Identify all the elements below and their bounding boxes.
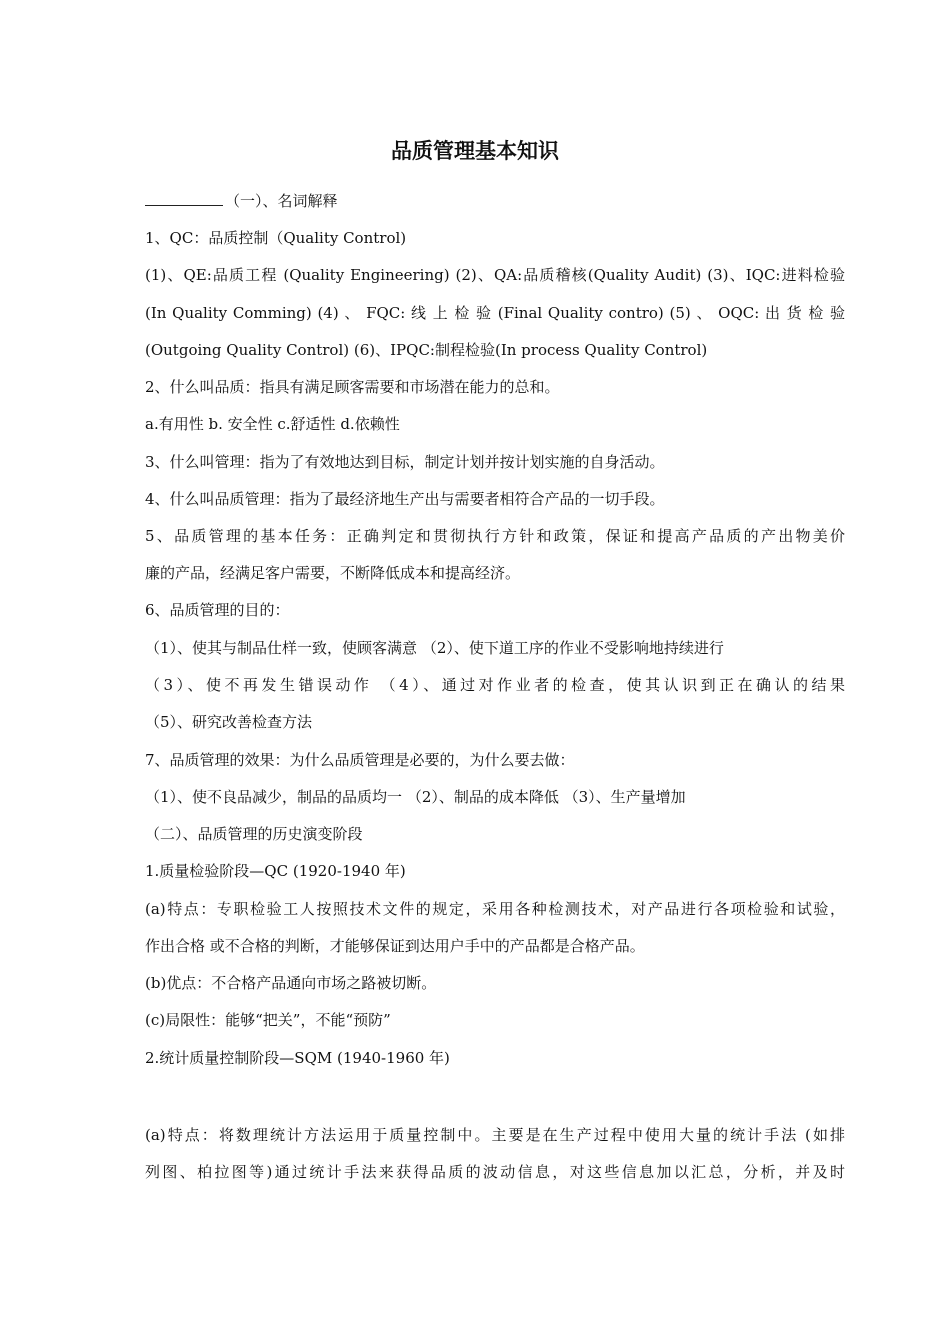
paragraph-line: 廉的产品，经满足客户需要，不断降低成本和提高经济。 bbox=[145, 564, 521, 582]
paragraph-line: 4、什么叫品质管理：指为了最经济地生产出与需要者相符合产品的一切手段。 bbox=[145, 490, 665, 508]
paragraph-line: （5）、研究改善检查方法 bbox=[145, 713, 313, 731]
paragraph-line: 7、品质管理的效果：为什么品质管理是必要的，为什么要去做： bbox=[145, 751, 575, 769]
paragraph-line: a.有用性 b. 安全性 c.舒适性 d.依赖性 bbox=[145, 415, 400, 433]
paragraph-line: 3、什么叫管理：指为了有效地达到目标，制定计划并按计划实施的自身活动。 bbox=[145, 453, 665, 471]
paragraph-line: (In Quality Comming) (4) 、 FQC: 线 上 检 验 (Final Quality contro) (5) 、 OQC: 出 货 检 验 bbox=[145, 304, 845, 322]
paragraph-line: 2、什么叫品质：指具有满足顾客需要和市场潜在能力的总和。 bbox=[145, 378, 560, 396]
paragraph-line: (a)特点：专职检验工人按照技术文件的规定，采用各种检测技术，对产品进行各项检验和试验， bbox=[145, 900, 845, 918]
paragraph-line: （1）、使不良品减少，制品的品质均一 （2）、制品的成本降低 （3）、生产量增加 bbox=[145, 788, 686, 806]
paragraph-line: (1)、QE:品质工程 (Quality Engineering) (2)、QA:品质稽核(Quality Audit) (3)、IQC:进料检验 bbox=[145, 266, 845, 284]
paragraph-line: (c)局限性：能够“把关”，不能“预防” bbox=[145, 1011, 391, 1029]
paragraph-line: 作出合格 或不合格的判断，才能够保证到达用户手中的产品都是合格产品。 bbox=[145, 937, 645, 955]
paragraph-line: 5、品质管理的基本任务：正确判定和贯彻执行方针和政策，保证和提高产品质的产出物美价 bbox=[145, 527, 845, 545]
paragraph-line: (b)优点：不合格产品通向市场之路被切断。 bbox=[145, 974, 437, 992]
paragraph-line: 1.质量检验阶段—QC (1920-1940 年) bbox=[145, 862, 406, 880]
paragraph-line: （二）、品质管理的历史演变阶段 bbox=[145, 825, 363, 843]
section-heading bbox=[145, 190, 845, 212]
paragraph-line: 1、QC：品质控制（Quality Control) bbox=[145, 229, 407, 247]
paragraph-text: （一）、名词解释 bbox=[225, 192, 338, 210]
document-title: 品质管理基本知识 bbox=[391, 139, 559, 163]
paragraph-line: 6、品质管理的目的： bbox=[145, 601, 290, 619]
paragraph-line: (Outgoing Quality Control) (6)、IPQC:制程检验(In process Quality Control) bbox=[145, 341, 708, 359]
paragraph-line: 列图、柏拉图等)通过统计手法来获得品质的波动信息，对这些信息加以汇总，分析，并及时 bbox=[145, 1163, 845, 1181]
paragraph-line: (a)特点：将数理统计方法运用于质量控制中。主要是在生产过程中使用大量的统计手法 (如排 bbox=[145, 1126, 845, 1144]
paragraph-line: （1）、使其与制品仕样一致，使顾客满意 （2）、使下道工序的作业不受影响地持续进行 bbox=[145, 639, 724, 657]
paragraph-line: （3）、使不再发生错误动作 （4）、通过对作业者的检查，使其认识到正在确认的结果 bbox=[145, 676, 845, 694]
paragraph-line: 2.统计质量控制阶段—SQM (1940-1960 年) bbox=[145, 1049, 450, 1067]
blank-underline bbox=[145, 191, 223, 206]
